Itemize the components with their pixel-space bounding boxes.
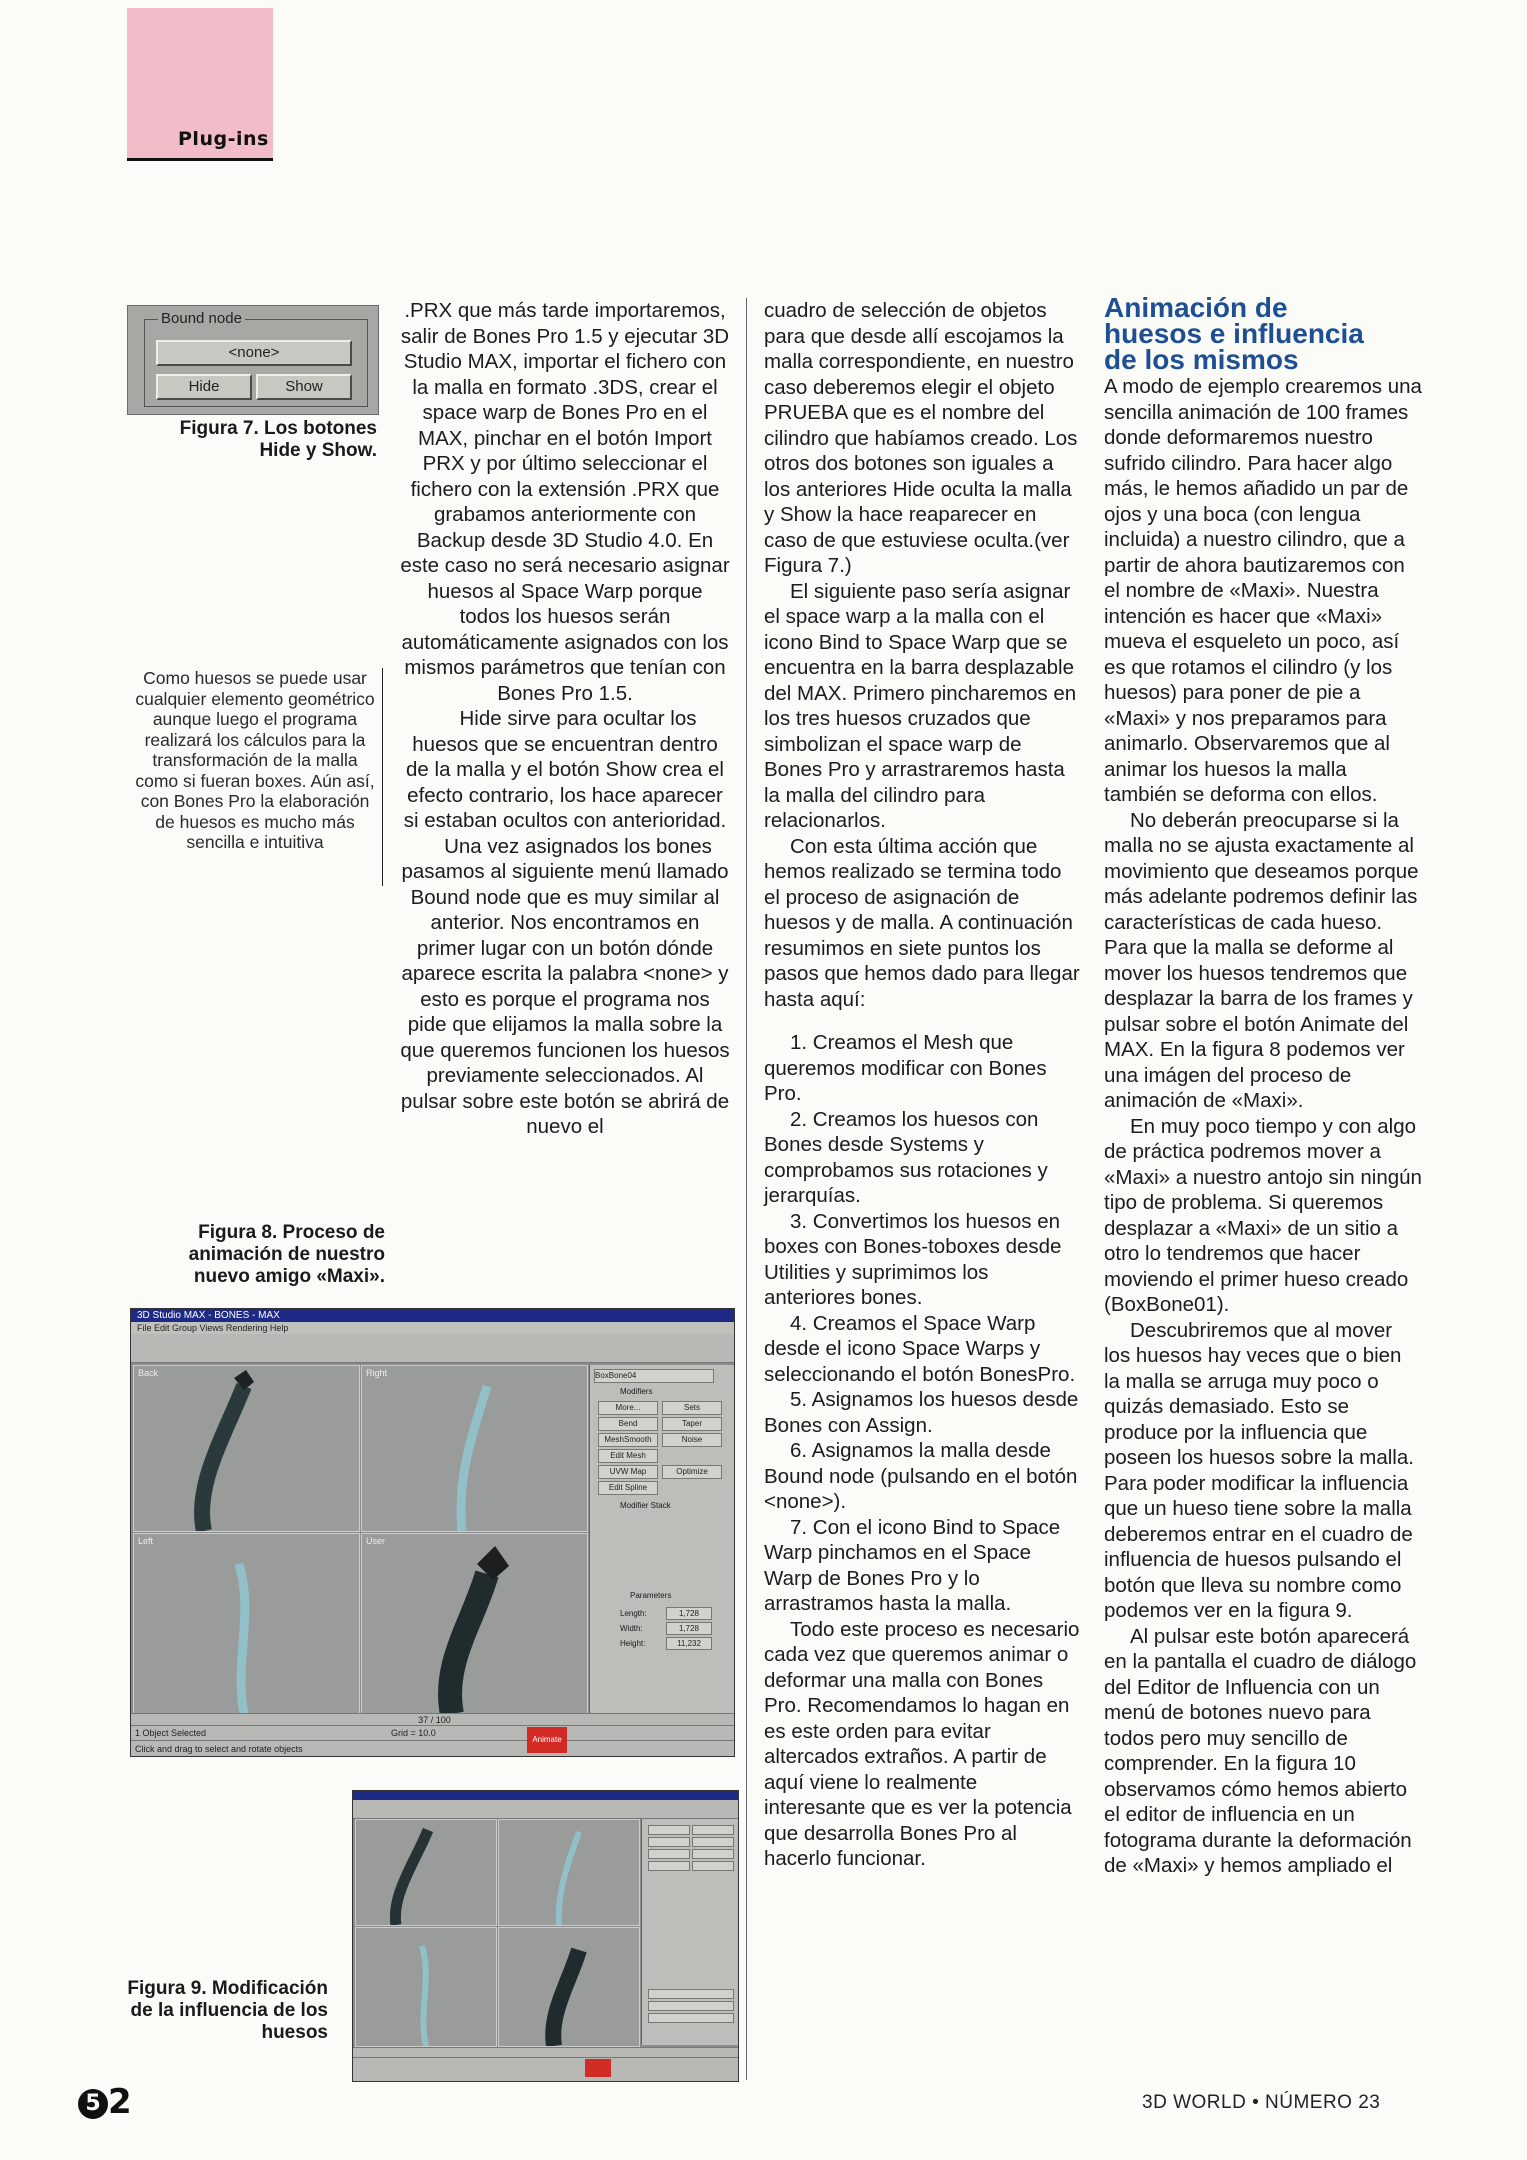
cylinder-render <box>499 1928 639 2046</box>
heading-line: huesos e influencia <box>1104 318 1364 349</box>
modifiers-label: Modifiers <box>620 1387 653 1396</box>
caption-line: huesos <box>261 2022 328 2043</box>
grid-status: Grid = 10.0 <box>391 1728 436 1738</box>
object-name-field[interactable]: BoxBone04 <box>594 1369 714 1383</box>
animate-button[interactable] <box>585 2059 611 2077</box>
caption-line: de la influencia de los <box>130 2000 328 2021</box>
figure7-caption <box>127 418 377 462</box>
animate-button[interactable]: Animate <box>527 1727 567 1753</box>
panel-button[interactable] <box>648 1825 690 1835</box>
list-item: 4. Creamos el Space Warp desde el icono Space Warps y seleccionando el botón BonesPro. <box>764 1311 1076 1386</box>
parameters-label: Parameters <box>630 1591 672 1600</box>
magazine-footer: 3D WORLD • NÚMERO 23 <box>1142 2092 1381 2113</box>
window-titlebar: 3D Studio MAX - BONES - MAX <box>131 1309 734 1322</box>
viewport-right[interactable] <box>361 1365 588 1532</box>
frame-slider[interactable]: 37 / 100 <box>131 1713 734 1726</box>
viewport-back[interactable] <box>355 1819 497 1926</box>
section-rule <box>127 158 273 161</box>
modifier-button[interactable]: Edit Mesh <box>598 1449 658 1463</box>
width-field[interactable]: 1,728 <box>666 1622 712 1635</box>
command-panel <box>641 1819 739 2045</box>
paragraph: Descubriremos que al mover los huesos hay veces que o bien la malla se arruga muy poco o quizás demasiado. Esto se produce por la influencia que poseen los huesos sobre la malla. Para poder modificar la influencia que un hueso tiene sobre la malla deberemos entrar en el cuadro de influencia de huesos pulsando el botón que lleva su nombre como podemos ver en la figura 9. <box>1104 1318 1414 1622</box>
column-rule <box>746 298 747 2080</box>
cylinder-render <box>134 1366 359 1531</box>
viewport-label: Back <box>138 1368 159 1378</box>
caption-line: Figura 8. Proceso de <box>198 1222 385 1243</box>
command-panel <box>589 1365 735 1713</box>
modifier-button[interactable]: Optimize <box>662 1465 722 1479</box>
figure9-caption <box>70 1978 328 2044</box>
list-item: 3. Convertimos los huesos en boxes con Bones-toboxes desde Utilities y suprimimos los anteriores bones. <box>764 1209 1062 1309</box>
viewport-left[interactable] <box>133 1533 360 1715</box>
viewport-back[interactable] <box>133 1365 360 1532</box>
length-field[interactable]: 1,728 <box>666 1607 712 1620</box>
main-toolbar <box>353 1800 738 1819</box>
modifier-button[interactable]: UVW Map <box>598 1465 658 1479</box>
modifier-button[interactable]: More... <box>598 1401 658 1415</box>
bound-node-title: Bound node <box>158 310 245 327</box>
selection-status: 1 Object Selected <box>135 1728 207 1738</box>
pull-quote-rule <box>382 668 383 886</box>
paragraph: .PRX que más tarde importaremos, salir de Bones Pro 1.5 y ejecutar 3D Studio MAX, importar el fichero con la malla en formato .3DS, crear el space warp de Bones Pro en el MAX, pinchar en el botón Import PRX y por último seleccionar el fichero con la extensión .PRX que grabamos anteriormente con Backup desde 3D Studio 4.0. En este caso no será necesario asignar huesos al Space Warp porque todos los huesos serán automáticamente asignados con los mismos parámetros que tenían con Bones Pro 1.5. <box>400 299 730 705</box>
figure8-screenshot <box>130 1308 735 1757</box>
viewport-user[interactable] <box>361 1533 588 1715</box>
width-label: Width: <box>620 1624 643 1633</box>
viewport-label: User <box>366 1536 386 1546</box>
modifier-button[interactable]: Edit Spline <box>598 1481 658 1495</box>
bones-render <box>362 1366 587 1531</box>
paragraph: Hide sirve para ocultar los huesos que se encuentran dentro de la malla y el botón Show crea el efecto contrario, los hace aparecer si estaban ocultos con anterioridad. <box>403 707 727 832</box>
body-column-2 <box>764 298 1082 1872</box>
modifier-stack-label: Modifier Stack <box>620 1501 671 1510</box>
figure8-caption <box>127 1222 385 1288</box>
panel-field[interactable] <box>648 2001 734 2011</box>
cylinder-render <box>362 1534 587 1714</box>
paragraph: En muy poco tiempo y con algo de práctica podremos mover a «Maxi» a nuestro antojo sin ningún tipo de problema. Si queremos desplazar a «Maxi» de un sitio a otro lo tendremos que hacer moviendo el primer hueso creado (BoxBone01). <box>1104 1114 1422 1316</box>
panel-field[interactable] <box>648 2013 734 2023</box>
modifier-button[interactable]: Taper <box>662 1417 722 1431</box>
height-label: Height: <box>620 1639 646 1648</box>
bones-render <box>134 1534 359 1714</box>
length-label: Length: <box>620 1609 647 1618</box>
window-titlebar <box>353 1791 738 1800</box>
paragraph: El siguiente paso sería asignar el space warp a la malla con el icono Bind to Space Warp que se encuentra en la barra desplazable del MAX. Primero pincharemos en los tres huesos cruzados que simbolizan el space warp de Bones Pro y arrastraremos hasta la malla del cilindro para relacionarlos. <box>764 579 1077 832</box>
panel-field[interactable] <box>648 1989 734 1999</box>
bound-node-dialog <box>127 305 379 415</box>
panel-button[interactable] <box>648 1861 690 1871</box>
bones-render <box>356 1928 496 2046</box>
modifier-button[interactable]: MeshSmooth <box>598 1433 658 1447</box>
pull-quote: Como huesos se puede usar cualquier elemento geométrico aunque luego el programa realizará los cálculos para la transformación de la malla como si fueran boxes. Aún así, con Bones Pro la elaboración de huesos es mucho más sencilla e intuitiva <box>135 668 375 852</box>
page-number <box>78 2082 132 2122</box>
page-number-digit: 2 <box>108 2082 132 2122</box>
paragraph: A modo de ejemplo crearemos una sencilla animación de 100 frames donde deformaremos nuestro sufrido cilindro. Para hacer algo más, le hemos añadido un par de ojos y una boca (con lengua incluida) a nuestro cilindro, que a partir de ahora bautizaremos con el nombre de «Maxi». Nuestra intención es hacer que «Maxi» mueva el esqueleto un poco, así es que rotamos el cilindro (y los huesos) para poner de pie a «Maxi» y nos preparamos para animarlo. Observaremos que al animar los huesos la malla también se deforma con ellos. <box>1104 375 1422 806</box>
list-item: 7. Con el icono Bind to Space Warp pinchamos en el Space Warp de Bones Pro y lo arrastramos hasta la malla. <box>764 1515 1061 1615</box>
figure9-screenshot <box>352 1790 739 2082</box>
status-bar <box>353 2057 738 2082</box>
viewport-user[interactable] <box>498 1927 640 2047</box>
panel-button[interactable] <box>648 1849 690 1859</box>
viewport-label: Right <box>366 1368 388 1378</box>
paragraph: Todo este proceso es necesario cada vez que queremos animar o deformar una malla con Bones Pro. Recomendamos lo hagan en es este orden para evitar altercados extraños. A partir de aquí viene lo realmente interesante que es ver la potencia que desarrolla Bones Pro al hacerlo funcionar. <box>764 1617 1080 1870</box>
cylinder-render <box>356 1820 496 1925</box>
prompt-bar: Click and drag to select and rotate objects <box>131 1740 734 1757</box>
menu-bar[interactable]: File Edit Group Views Rendering Help <box>131 1322 734 1334</box>
caption-line: nuevo amigo «Maxi». <box>193 1266 385 1287</box>
list-item: 5. Asignamos los huesos desde Bones con Assign. <box>764 1388 1079 1437</box>
section-heading <box>1104 292 1424 375</box>
panel-button[interactable] <box>692 1837 734 1847</box>
list-item: 1. Creamos el Mesh que queremos modificar con Bones Pro. <box>764 1031 1047 1105</box>
modifier-button[interactable]: Noise <box>662 1433 722 1447</box>
caption-line: Hide y Show. <box>259 440 377 461</box>
panel-button[interactable] <box>648 1837 690 1847</box>
none-button[interactable]: <none> <box>156 340 352 366</box>
modifier-button[interactable]: Sets <box>662 1401 722 1415</box>
heading-line: Animación de <box>1104 292 1288 323</box>
page-number-digit-circle: 5 <box>78 2089 108 2119</box>
paragraph: cuadro de selección de objetos para que desde allí escojamos la malla correspondiente, en nuestro caso deberemos elegir el objeto PRUEBA que es el nombre del cilindro que habíamos creado. Los otros dos botones son iguales a los anteriores Hide oculta la malla y Show la hace reaparecer en caso de que estuviese oculta.(ver Figura 7.) <box>764 299 1078 577</box>
panel-button[interactable] <box>692 1861 734 1871</box>
show-button[interactable]: Show <box>256 374 352 400</box>
panel-button[interactable] <box>692 1849 734 1859</box>
body-column-1 <box>400 298 730 1140</box>
paragraph: Una vez asignados los bones pasamos al siguiente menú llamado Bound node que es muy similar al anterior. Nos encontramos en primer lugar con un botón dónde aparece escrita la palabra <none> y esto es porque el programa nos pide que elijamos la malla sobre la que queremos funcionen los huesos previamente seleccionados. Al pulsar sobre este botón se abrirá de nuevo el <box>400 834 730 1138</box>
bones-render <box>499 1820 639 1925</box>
list-item: 6. Asignamos la malla desde Bound node (pulsando en el botón <none>). <box>764 1439 1078 1513</box>
heading-line: de los mismos <box>1104 344 1299 375</box>
caption-line: animación de nuestro <box>188 1244 385 1265</box>
modifier-button[interactable]: Bend <box>598 1417 658 1431</box>
height-field[interactable]: 11,232 <box>666 1637 712 1650</box>
caption-line: Figura 9. Modificación <box>127 1978 328 1999</box>
paragraph: Al pulsar este botón aparecerá en la pantalla el cuadro de diálogo del Editor de Influencia con un menú de botones nuevo para todos pero muy sencillo de comprender. En la figura 10 observamos cómo hemos abierto el editor de influencia en un fotograma durante la deformación de «Maxi» y hemos ampliado el <box>1104 1624 1417 1877</box>
hide-button[interactable]: Hide <box>156 374 252 400</box>
paragraph: Con esta última acción que hemos realizado se termina todo el proceso de asignación de huesos y de malla. A continuación resumimos en siete puntos los pasos que hemos dado para llegar hasta aquí: <box>764 834 1080 1011</box>
section-label: Plug-ins <box>178 128 269 150</box>
viewport-left[interactable] <box>355 1927 497 2047</box>
viewport-right[interactable] <box>498 1819 640 1926</box>
list-item: 2. Creamos los huesos con Bones desde Systems y comprobamos sus rotaciones y jerarquías. <box>764 1107 1048 1207</box>
status-bar <box>131 1725 734 1741</box>
caption-line: Figura 7. Los botones <box>179 418 377 439</box>
panel-button[interactable] <box>692 1825 734 1835</box>
main-toolbar <box>131 1334 734 1363</box>
paragraph: No deberán preocuparse si la malla no se ajusta exactamente al movimiento que deseamos porque más adelante podremos definir las características de cada hueso. Para que la malla se deforme al mover los huesos tendremos que desplazar la barra de los frames y pulsar sobre el botón Animate del MAX. En la figura 8 podemos ver una imágen del proceso de animación de «Maxi». <box>1104 808 1419 1112</box>
viewport-label: Left <box>138 1536 154 1546</box>
body-column-3 <box>1104 374 1422 1879</box>
